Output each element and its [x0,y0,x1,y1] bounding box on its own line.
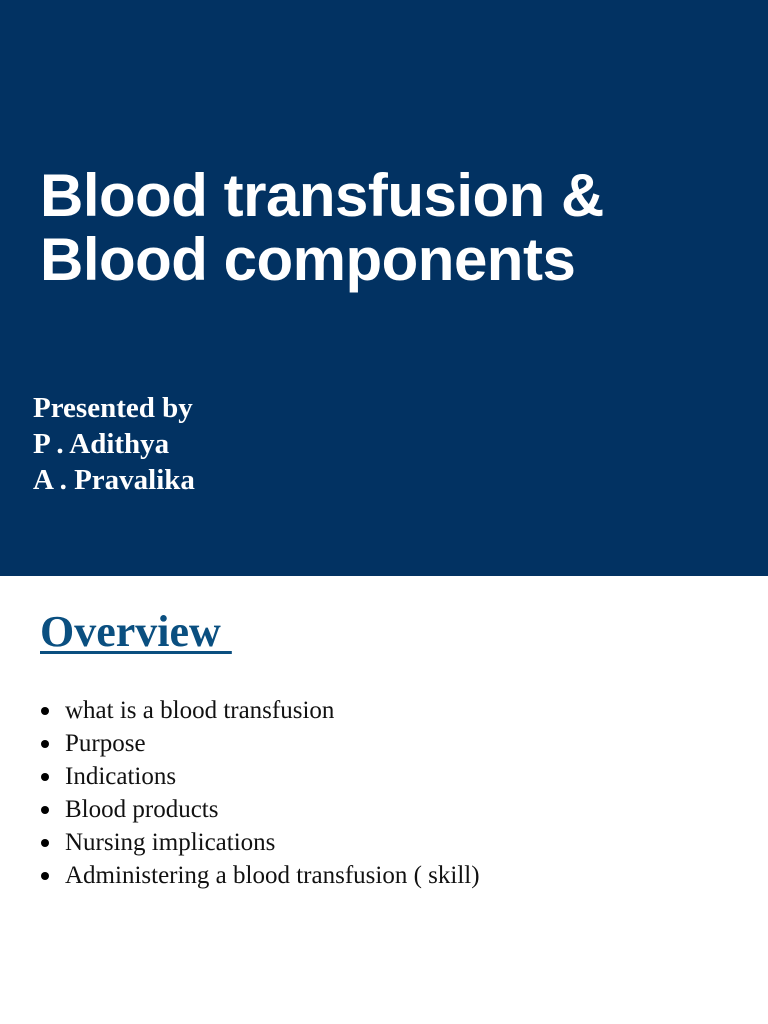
bullet-icon [41,740,49,748]
bullet-icon [41,839,49,847]
list-item-text: Administering a blood transfusion ( skill) [65,862,480,889]
list-item-text: what is a blood transfusion [65,697,335,724]
bullet-icon [41,707,49,715]
overview-heading: Overview [40,607,232,656]
list-item [40,859,480,892]
list-item-text: Indications [65,763,177,790]
title-line-2: Blood components [40,226,576,293]
overview-slide [0,576,768,1024]
title-line-1: Blood transfusion & [40,162,604,229]
list-item [40,760,480,793]
list-item [40,694,480,727]
slide-title [40,164,604,292]
presenter-name-1: P . Adithya [33,428,170,460]
bullet-icon [41,773,49,781]
presenter-name-2: A . Pravalika [33,464,195,496]
list-item [40,826,480,859]
presented-by-label: Presented by [33,392,193,424]
presenters-block [33,390,195,498]
list-item [40,727,480,760]
overview-bullet-list [40,694,480,892]
bullet-icon [41,872,49,880]
list-item-text: Purpose [65,730,146,757]
bullet-icon [41,806,49,814]
list-item-text: Blood products [65,796,219,823]
list-item-text: Nursing implications [65,829,276,856]
list-item [40,793,480,826]
